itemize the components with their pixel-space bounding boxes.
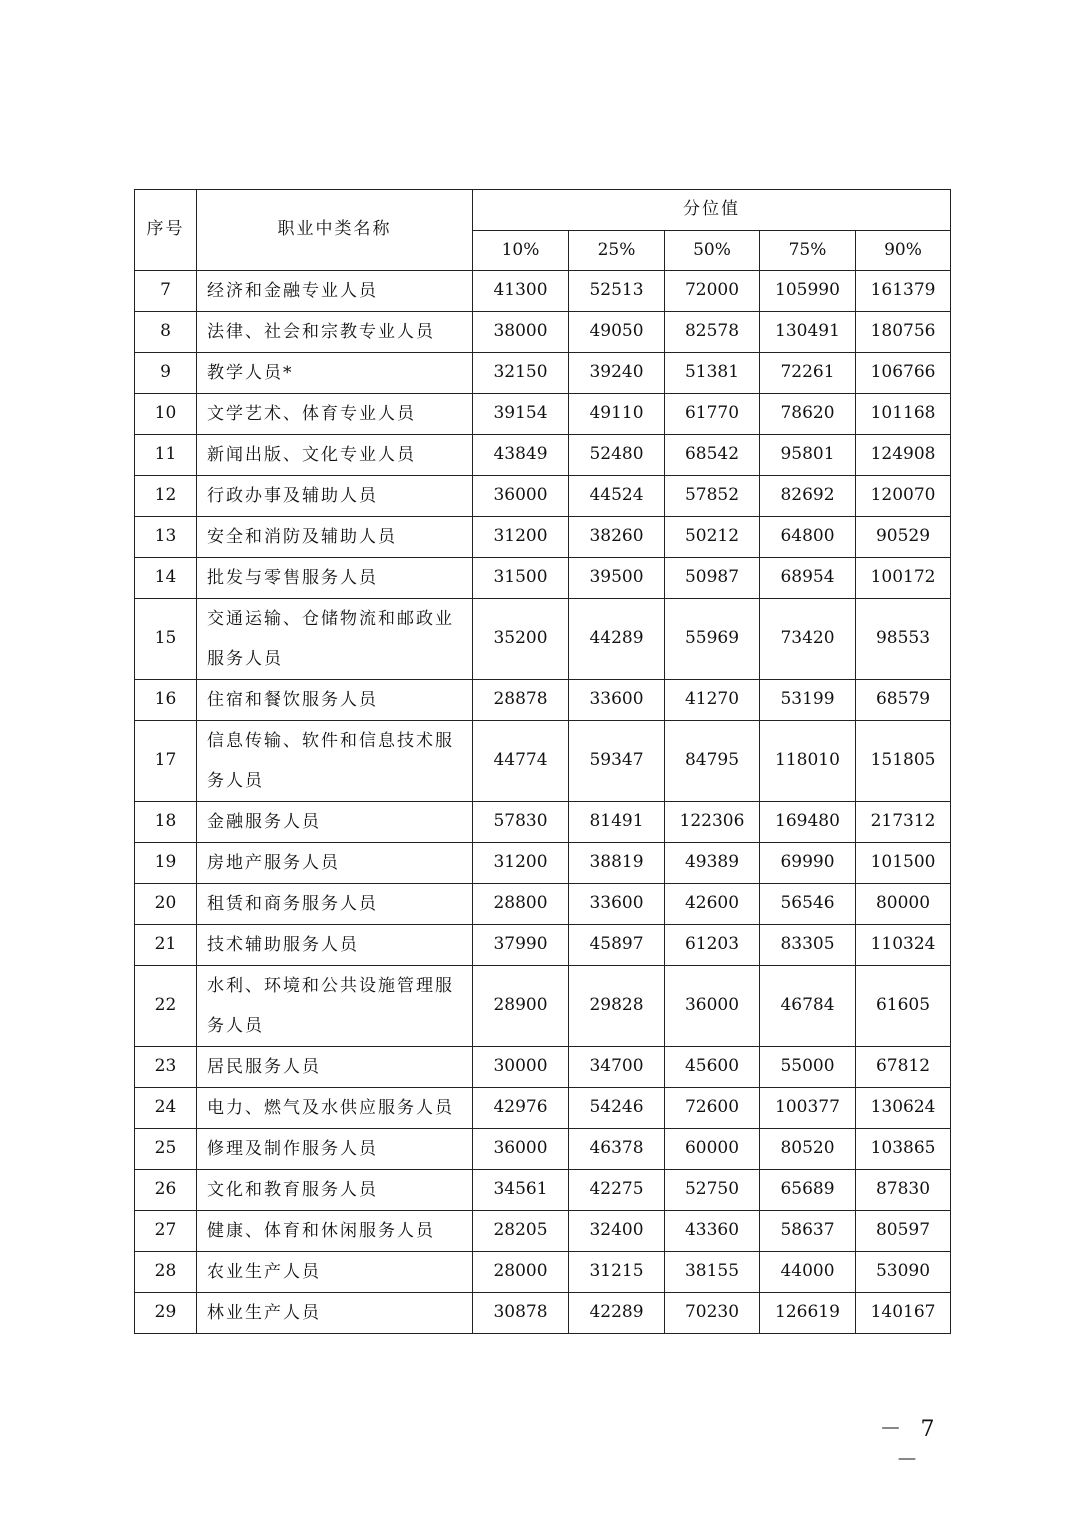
percentile-value: 31215 [569, 1252, 665, 1293]
occupation-name: 教学人员* [197, 353, 473, 394]
row-index: 27 [135, 1211, 197, 1252]
percentile-value: 78620 [760, 394, 856, 435]
table-row [135, 966, 951, 1047]
percentile-value: 120070 [856, 476, 951, 517]
percentile-value: 52750 [665, 1170, 760, 1211]
percentile-value: 103865 [856, 1129, 951, 1170]
percentile-value: 55000 [760, 1047, 856, 1088]
percentile-value: 31200 [473, 517, 569, 558]
salary-percentile-table [134, 189, 951, 1334]
row-index: 23 [135, 1047, 197, 1088]
percentile-value: 100172 [856, 558, 951, 599]
row-index: 12 [135, 476, 197, 517]
percentile-value: 39500 [569, 558, 665, 599]
percentile-value: 69990 [760, 843, 856, 884]
percentile-value: 83305 [760, 925, 856, 966]
table-row [135, 1170, 951, 1211]
header-percentile: 25% [569, 231, 665, 271]
table-row [135, 558, 951, 599]
percentile-value: 33600 [569, 884, 665, 925]
percentile-value: 32150 [473, 353, 569, 394]
row-index: 19 [135, 843, 197, 884]
percentile-value: 52480 [569, 435, 665, 476]
table-row [135, 517, 951, 558]
row-index: 8 [135, 312, 197, 353]
header-percentile-group: 分位值 [473, 190, 951, 231]
percentile-value: 80000 [856, 884, 951, 925]
table-row [135, 843, 951, 884]
row-index: 16 [135, 680, 197, 721]
percentile-value: 130491 [760, 312, 856, 353]
table-row [135, 925, 951, 966]
percentile-value: 151805 [856, 721, 951, 802]
row-index: 22 [135, 966, 197, 1047]
occupation-name: 健康、体育和休闲服务人员 [197, 1211, 473, 1252]
percentile-value: 33600 [569, 680, 665, 721]
percentile-value: 59347 [569, 721, 665, 802]
table-row [135, 1211, 951, 1252]
percentile-value: 43360 [665, 1211, 760, 1252]
row-index: 13 [135, 517, 197, 558]
occupation-name: 批发与零售服务人员 [197, 558, 473, 599]
percentile-value: 87830 [856, 1170, 951, 1211]
percentile-value: 101168 [856, 394, 951, 435]
occupation-name: 电力、燃气及水供应服务人员 [197, 1088, 473, 1129]
percentile-value: 100377 [760, 1088, 856, 1129]
occupation-name: 修理及制作服务人员 [197, 1129, 473, 1170]
percentile-value: 36000 [665, 966, 760, 1047]
percentile-value: 44524 [569, 476, 665, 517]
occupation-name: 金融服务人员 [197, 802, 473, 843]
table-row [135, 435, 951, 476]
row-index: 14 [135, 558, 197, 599]
percentile-value: 42275 [569, 1170, 665, 1211]
occupation-name: 信息传输、软件和信息技术服务人员 [197, 721, 473, 802]
percentile-value: 52513 [569, 271, 665, 312]
table-row [135, 599, 951, 680]
percentile-value: 38155 [665, 1252, 760, 1293]
percentile-value: 32400 [569, 1211, 665, 1252]
percentile-value: 37990 [473, 925, 569, 966]
occupation-name: 技术辅助服务人员 [197, 925, 473, 966]
percentile-value: 130624 [856, 1088, 951, 1129]
table-row [135, 1047, 951, 1088]
header-percentile: 50% [665, 231, 760, 271]
percentile-value: 72600 [665, 1088, 760, 1129]
row-index: 7 [135, 271, 197, 312]
percentile-value: 124908 [856, 435, 951, 476]
occupation-name: 安全和消防及辅助人员 [197, 517, 473, 558]
occupation-name: 居民服务人员 [197, 1047, 473, 1088]
percentile-value: 105990 [760, 271, 856, 312]
percentile-value: 38000 [473, 312, 569, 353]
percentile-value: 29828 [569, 966, 665, 1047]
percentile-value: 180756 [856, 312, 951, 353]
table-row [135, 1129, 951, 1170]
percentile-value: 80597 [856, 1211, 951, 1252]
header-row-top [135, 190, 951, 231]
row-index: 20 [135, 884, 197, 925]
table-row [135, 353, 951, 394]
percentile-value: 39240 [569, 353, 665, 394]
percentile-value: 122306 [665, 802, 760, 843]
percentile-value: 67812 [856, 1047, 951, 1088]
table-row [135, 312, 951, 353]
row-index: 10 [135, 394, 197, 435]
percentile-value: 42976 [473, 1088, 569, 1129]
table-header [135, 190, 951, 271]
percentile-value: 46784 [760, 966, 856, 1047]
percentile-value: 45897 [569, 925, 665, 966]
occupation-name: 房地产服务人员 [197, 843, 473, 884]
percentile-value: 41270 [665, 680, 760, 721]
row-index: 25 [135, 1129, 197, 1170]
percentile-value: 28800 [473, 884, 569, 925]
percentile-value: 61203 [665, 925, 760, 966]
percentile-value: 42289 [569, 1293, 665, 1334]
percentile-value: 90529 [856, 517, 951, 558]
percentile-value: 50212 [665, 517, 760, 558]
percentile-value: 64800 [760, 517, 856, 558]
percentile-value: 56546 [760, 884, 856, 925]
percentile-value: 31200 [473, 843, 569, 884]
percentile-value: 28878 [473, 680, 569, 721]
table-row [135, 1293, 951, 1334]
percentile-value: 28000 [473, 1252, 569, 1293]
occupation-name: 行政办事及辅助人员 [197, 476, 473, 517]
percentile-value: 217312 [856, 802, 951, 843]
percentile-value: 44774 [473, 721, 569, 802]
table-row [135, 394, 951, 435]
percentile-value: 43849 [473, 435, 569, 476]
occupation-name: 水利、环境和公共设施管理服务人员 [197, 966, 473, 1047]
percentile-value: 38819 [569, 843, 665, 884]
percentile-value: 57830 [473, 802, 569, 843]
percentile-value: 68542 [665, 435, 760, 476]
percentile-value: 42600 [665, 884, 760, 925]
percentile-value: 38260 [569, 517, 665, 558]
table-row [135, 1088, 951, 1129]
occupation-name: 租赁和商务服务人员 [197, 884, 473, 925]
header-percentile: 10% [473, 231, 569, 271]
percentile-value: 68579 [856, 680, 951, 721]
percentile-value: 36000 [473, 1129, 569, 1170]
row-index: 18 [135, 802, 197, 843]
row-index: 9 [135, 353, 197, 394]
percentile-value: 55969 [665, 599, 760, 680]
percentile-value: 70230 [665, 1293, 760, 1334]
percentile-value: 36000 [473, 476, 569, 517]
percentile-value: 53090 [856, 1252, 951, 1293]
percentile-value: 50987 [665, 558, 760, 599]
percentile-value: 82578 [665, 312, 760, 353]
percentile-value: 34561 [473, 1170, 569, 1211]
table-row [135, 884, 951, 925]
percentile-value: 126619 [760, 1293, 856, 1334]
percentile-value: 28900 [473, 966, 569, 1047]
occupation-name: 新闻出版、文化专业人员 [197, 435, 473, 476]
table-body [135, 271, 951, 1334]
occupation-name: 农业生产人员 [197, 1252, 473, 1293]
table-row [135, 271, 951, 312]
percentile-value: 44000 [760, 1252, 856, 1293]
percentile-value: 46378 [569, 1129, 665, 1170]
table-row [135, 1252, 951, 1293]
header-percentile: 90% [856, 231, 951, 271]
percentile-value: 49389 [665, 843, 760, 884]
row-index: 26 [135, 1170, 197, 1211]
percentile-value: 106766 [856, 353, 951, 394]
percentile-value: 81491 [569, 802, 665, 843]
table-row [135, 802, 951, 843]
header-occupation-name: 职业中类名称 [197, 190, 473, 271]
row-index: 21 [135, 925, 197, 966]
percentile-value: 45600 [665, 1047, 760, 1088]
percentile-value: 98553 [856, 599, 951, 680]
percentile-value: 118010 [760, 721, 856, 802]
percentile-value: 80520 [760, 1129, 856, 1170]
row-index: 29 [135, 1293, 197, 1334]
percentile-value: 30000 [473, 1047, 569, 1088]
percentile-value: 169480 [760, 802, 856, 843]
percentile-value: 161379 [856, 271, 951, 312]
percentile-value: 65689 [760, 1170, 856, 1211]
percentile-value: 72261 [760, 353, 856, 394]
percentile-value: 35200 [473, 599, 569, 680]
percentile-value: 34700 [569, 1047, 665, 1088]
row-index: 17 [135, 721, 197, 802]
percentile-value: 95801 [760, 435, 856, 476]
percentile-value: 49050 [569, 312, 665, 353]
percentile-value: 28205 [473, 1211, 569, 1252]
occupation-name: 经济和金融专业人员 [197, 271, 473, 312]
percentile-value: 30878 [473, 1293, 569, 1334]
row-index: 28 [135, 1252, 197, 1293]
percentile-value: 57852 [665, 476, 760, 517]
occupation-name: 法律、社会和宗教专业人员 [197, 312, 473, 353]
percentile-value: 140167 [856, 1293, 951, 1334]
percentile-value: 101500 [856, 843, 951, 884]
table-row [135, 680, 951, 721]
row-index: 11 [135, 435, 197, 476]
row-index: 15 [135, 599, 197, 680]
row-index: 24 [135, 1088, 197, 1129]
percentile-value: 31500 [473, 558, 569, 599]
percentile-value: 82692 [760, 476, 856, 517]
percentile-value: 53199 [760, 680, 856, 721]
table-row [135, 721, 951, 802]
header-index: 序号 [135, 190, 197, 271]
percentile-value: 60000 [665, 1129, 760, 1170]
percentile-value: 84795 [665, 721, 760, 802]
occupation-name: 交通运输、仓储物流和邮政业服务人员 [197, 599, 473, 680]
percentile-value: 39154 [473, 394, 569, 435]
percentile-value: 72000 [665, 271, 760, 312]
percentile-value: 73420 [760, 599, 856, 680]
occupation-name: 住宿和餐饮服务人员 [197, 680, 473, 721]
percentile-value: 61605 [856, 966, 951, 1047]
percentile-value: 61770 [665, 394, 760, 435]
occupation-name: 文学艺术、体育专业人员 [197, 394, 473, 435]
percentile-value: 54246 [569, 1088, 665, 1129]
page-number: － 7 － [879, 1417, 941, 1473]
percentile-value: 49110 [569, 394, 665, 435]
percentile-value: 41300 [473, 271, 569, 312]
percentile-value: 51381 [665, 353, 760, 394]
occupation-name: 林业生产人员 [197, 1293, 473, 1334]
percentile-value: 68954 [760, 558, 856, 599]
table-row [135, 476, 951, 517]
percentile-value: 44289 [569, 599, 665, 680]
header-percentile: 75% [760, 231, 856, 271]
occupation-name: 文化和教育服务人员 [197, 1170, 473, 1211]
percentile-value: 110324 [856, 925, 951, 966]
percentile-value: 58637 [760, 1211, 856, 1252]
